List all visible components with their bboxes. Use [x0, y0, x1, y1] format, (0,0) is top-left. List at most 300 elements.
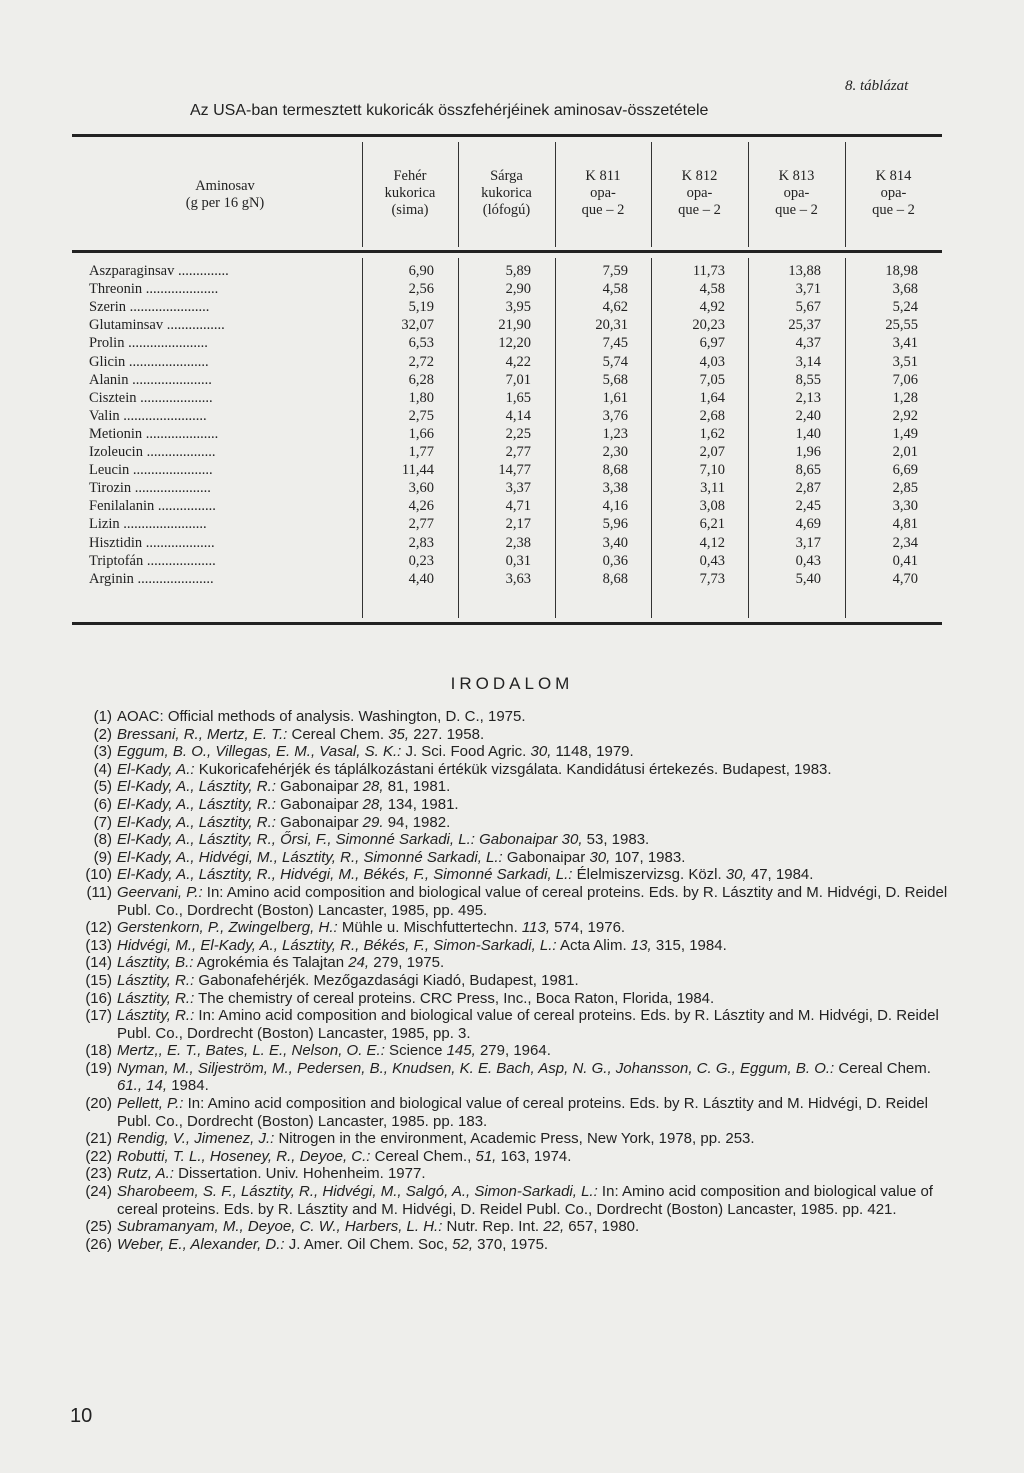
table-cell: 0,23: [408, 552, 434, 569]
header-feher: [362, 168, 458, 219]
table-cell: 4,40: [408, 570, 434, 587]
reference-italic-text: 52,: [452, 1235, 474, 1253]
table-cell: 3,37: [505, 480, 531, 497]
reference-text: 227. 1958.: [409, 725, 485, 743]
table-cell: 4,58: [602, 281, 628, 298]
table-cell: 25,55: [885, 317, 918, 334]
table-row: [0, 335, 1024, 353]
reference-text: 1984.: [167, 1077, 209, 1095]
amino-acid-name: Prolin ......................: [89, 335, 208, 352]
table-cell: 4,71: [505, 498, 531, 515]
reference-number: (16): [85, 989, 112, 1007]
reference-text: 279, 1975.: [369, 954, 445, 972]
reference-text: Nutr. Rep. Int.: [442, 1218, 544, 1236]
table-cell: 7,73: [699, 570, 725, 587]
table-cell: 6,53: [408, 335, 434, 352]
reference-number: (8): [93, 831, 112, 849]
reference-italic-text: 30,: [589, 848, 611, 866]
reference-number: (23): [85, 1165, 112, 1183]
table-cell: 8,68: [602, 570, 628, 587]
header-line: que – 2: [775, 202, 818, 218]
header-line: (g per 16 gN): [185, 195, 265, 211]
header-line: Fehér: [393, 168, 427, 184]
amino-acid-name: Alanin ......................: [89, 371, 212, 388]
reference-number: (17): [85, 1007, 112, 1025]
table-cell: 3,14: [795, 353, 821, 370]
table-cell: 2,90: [505, 281, 531, 298]
table-cell: 0,43: [795, 552, 821, 569]
reference-list: [70, 708, 955, 1253]
reference-text: In: Amino acid composition and biological value of cereal proteins. Eds. by R. Lásztity and M. Hidvégi, D. Reidel Publ. Co., Dordrecht (Boston) Lancaster, 1985, pp. 3.: [117, 1007, 939, 1042]
reference-italic-text: Sharobeem, S. F., Lásztity, R., Hidvégi, M., Salgó, A., Simon-Sarkadi, L.:: [117, 1183, 598, 1201]
amino-acid-name: Aszparaginsav ..............: [89, 263, 229, 279]
table-cell: 7,59: [602, 263, 628, 279]
reference-italic-text: 29.: [362, 813, 384, 831]
reference-text: Kukoricafehérjék és táplálkozástani értékük vizsgálata. Kandidátusi értekezés. Budapest, 1983.: [194, 760, 832, 778]
table-cell: 7,45: [602, 335, 628, 352]
table-cell: 2,68: [699, 407, 725, 424]
reference-text: 47, 1984.: [746, 866, 814, 884]
reference-italic-text: 113,: [521, 919, 551, 937]
reference-item: [70, 831, 955, 849]
table-cell: 2,38: [505, 534, 531, 551]
reference-number: (24): [85, 1183, 112, 1201]
table-cell: 5,24: [892, 299, 918, 316]
reference-number: (7): [93, 813, 112, 831]
table-cell: 6,90: [408, 263, 434, 279]
header-k811: [555, 168, 651, 219]
table-cell: 5,68: [602, 371, 628, 388]
reference-italic-text: Pellett, P.:: [117, 1095, 184, 1113]
table-cell: 0,31: [505, 552, 531, 569]
table-cell: 11,44: [401, 462, 434, 479]
table-cell: 14,77: [498, 462, 531, 479]
table-cell: 11,73: [692, 263, 725, 279]
table-cell: 3,40: [602, 534, 628, 551]
table-cell: 12,20: [498, 335, 531, 352]
table-row: [0, 571, 1024, 589]
reference-italic-text: 13,: [630, 936, 652, 954]
table-cell: 2,75: [408, 407, 434, 424]
table-cell: 7,10: [699, 462, 725, 479]
reference-item: [70, 708, 955, 726]
table-row: [0, 480, 1024, 498]
table-row: [0, 535, 1024, 553]
reference-number: (10): [85, 866, 112, 884]
reference-italic-text: 28,: [362, 778, 384, 796]
table-cell: 6,21: [699, 516, 725, 533]
reference-italic-text: Rutz, A.:: [117, 1165, 174, 1183]
reference-italic-text: 30,: [530, 743, 552, 761]
header-line: que – 2: [872, 202, 915, 218]
reference-text: Agrokémia és Talajtan: [193, 954, 349, 972]
reference-item: [70, 884, 955, 919]
amino-acid-name: Cisztein ....................: [89, 389, 213, 406]
table-cell: 2,40: [795, 407, 821, 424]
header-aminosav: [100, 178, 350, 212]
table-cell: 3,08: [699, 498, 725, 515]
table-row: [0, 498, 1024, 516]
reference-text: Science: [384, 1042, 447, 1060]
header-k814: [845, 168, 942, 219]
reference-text: 1148, 1979.: [551, 743, 634, 761]
reference-item: [70, 919, 955, 937]
header-line: opa-: [590, 185, 616, 201]
header-line: Sárga: [490, 168, 523, 184]
table-cell: 2,25: [505, 425, 531, 442]
amino-acid-name: Threonin ....................: [89, 281, 219, 298]
reference-text: J. Sci. Food Agric.: [401, 743, 531, 761]
table-cell: 8,68: [602, 462, 628, 479]
reference-text: 134, 1981.: [383, 795, 459, 813]
reference-item: [70, 814, 955, 832]
amino-acid-name: Glicin ......................: [89, 353, 209, 370]
reference-text: Mühle u. Mischfuttertechn.: [337, 919, 522, 937]
reference-number: (22): [85, 1147, 112, 1165]
amino-acid-name: Triptofán ...................: [89, 552, 216, 569]
reference-text: 163, 1974.: [496, 1147, 572, 1165]
table-cell: 3,17: [795, 534, 821, 551]
reference-item: [70, 1183, 955, 1218]
reference-number: (11): [86, 883, 112, 901]
table-cell: 4,37: [795, 335, 821, 352]
table-cell: 2,17: [505, 516, 531, 533]
header-line: opa-: [783, 185, 810, 201]
amino-acid-name: Tirozin .....................: [89, 480, 211, 497]
reference-text: Gabonafehérjék. Mezőgazdasági Kiadó, Budapest, 1981.: [194, 971, 579, 989]
reference-item: [70, 1095, 955, 1130]
reference-text: Nitrogen in the environment, Academic Press, New York, 1978, pp. 253.: [274, 1130, 755, 1148]
reference-item: [70, 954, 955, 972]
table-cell: 4,70: [892, 570, 918, 587]
table-row: [0, 553, 1024, 571]
header-bottom-rule: [72, 250, 942, 253]
reference-number: (15): [85, 971, 112, 989]
reference-text: Cereal Chem.: [287, 725, 389, 743]
reference-italic-text: Mertz,, E. T., Bates, L. E., Nelson, O. E.:: [117, 1042, 385, 1060]
table-row: [0, 372, 1024, 390]
table-row: [0, 408, 1024, 426]
table-cell: 25,37: [788, 317, 821, 334]
table-cell: 8,65: [795, 462, 821, 479]
reference-text: 279, 1964.: [475, 1042, 551, 1060]
reference-item: [70, 1236, 955, 1254]
reference-italic-text: Rendig, V., Jimenez, J.:: [117, 1130, 275, 1148]
table-cell: 4,81: [892, 516, 918, 533]
reference-text: AOAC: Official methods of analysis. Washington, D. C., 1975.: [117, 708, 526, 725]
reference-number: (20): [85, 1095, 112, 1113]
table-cell: 3,60: [408, 480, 434, 497]
table-cell: 2,72: [408, 353, 434, 370]
reference-item: [70, 1218, 955, 1236]
table-cell: 1,62: [699, 425, 725, 442]
header-line: K 813: [778, 168, 815, 184]
reference-italic-text: El-Kady, A.:: [117, 760, 195, 778]
table-cell: 5,96: [602, 516, 628, 533]
reference-italic-text: Bressani, R., Mertz, E. T.:: [117, 725, 288, 743]
table-cell: 2,77: [408, 516, 434, 533]
table-cell: 20,23: [692, 317, 725, 334]
reference-italic-text: Eggum, B. O., Villegas, E. M., Vasal, S. K.:: [117, 743, 402, 761]
table-row: [0, 354, 1024, 372]
table-cell: 7,06: [892, 371, 918, 388]
header-line: (sima): [391, 202, 429, 218]
table-cell: 3,38: [602, 480, 628, 497]
reference-item: [70, 743, 955, 761]
table-top-rule: [72, 134, 942, 137]
reference-item: [70, 726, 955, 744]
amino-acid-name: Fenilalanin ................: [89, 498, 216, 515]
reference-italic-text: 28,: [362, 795, 384, 813]
table-cell: 4,12: [699, 534, 725, 551]
header-line: opa-: [880, 185, 907, 201]
table-row: [0, 516, 1024, 534]
table-cell: 2,34: [892, 534, 918, 551]
table-cell: 4,92: [699, 299, 725, 316]
reference-italic-text: Gerstenkorn, P., Zwingelberg, H.:: [117, 919, 338, 937]
table-row: [0, 299, 1024, 317]
reference-italic-text: 61., 14,: [117, 1077, 168, 1095]
table-cell: 3,76: [602, 407, 628, 424]
table-cell: 4,62: [602, 299, 628, 316]
reference-item: [70, 1007, 955, 1042]
table-cell: 1,65: [505, 389, 531, 406]
table-cell: 5,40: [795, 570, 821, 587]
table-cell: 1,96: [795, 444, 821, 460]
reference-text: Gabonaipar: [275, 813, 363, 831]
reference-text: Gabonaipar: [502, 848, 590, 866]
table-cell: 4,69: [795, 516, 821, 533]
table-cell: 8,55: [795, 371, 821, 388]
reference-item: [70, 990, 955, 1008]
reference-text: Gabonaipar: [275, 795, 363, 813]
table-cell: 5,67: [795, 299, 821, 316]
table-cell: 6,69: [892, 462, 918, 479]
header-line: K 814: [875, 168, 912, 184]
reference-item: [70, 1060, 955, 1095]
reference-italic-text: El-Kady, A., Hidvégi, M., Lásztity, R., Simonné Sarkadi, L.:: [117, 848, 503, 866]
reference-italic-text: Lásztity, R.:: [117, 971, 195, 989]
reference-item: [70, 1165, 955, 1183]
amino-acid-name: Lizin .......................: [89, 516, 207, 533]
table-cell: 20,31: [595, 317, 628, 334]
reference-text: 53, 1983.: [582, 831, 650, 849]
header-line: que – 2: [581, 202, 625, 218]
table-cell: 1,49: [892, 425, 918, 442]
reference-item: [70, 866, 955, 884]
header-sarga: [458, 168, 555, 219]
amino-acid-name: Hisztidin ...................: [89, 534, 215, 551]
reference-italic-text: Weber, E., Alexander, D.:: [117, 1235, 285, 1253]
reference-item: [70, 937, 955, 955]
reference-italic-text: Lásztity, B.:: [117, 954, 194, 972]
reference-text: Acta Alim.: [556, 936, 631, 954]
table-cell: 3,11: [700, 480, 725, 497]
table-cell: 1,40: [795, 425, 821, 442]
table-cell: 2,85: [892, 480, 918, 497]
table-title: Az USA-ban termesztett kukoricák összfehérjéinek aminosav-összetétele: [190, 102, 709, 119]
reference-item: [70, 1130, 955, 1148]
table-number: 8. táblázat: [845, 78, 909, 94]
table-cell: 0,41: [892, 552, 918, 569]
reference-text: In: Amino acid composition and biological value of cereal proteins. Eds. by R. Lásztity and M. Hidvégi, D. Reidel Publ. Co., Dordrecht (Boston) Lancaster, 1985. pp. 421.: [117, 1183, 933, 1218]
table-cell: 18,98: [885, 263, 918, 279]
table-row: [0, 426, 1024, 444]
reference-number: (2): [93, 725, 112, 743]
reference-number: (25): [85, 1218, 112, 1236]
reference-italic-text: El-Kady, A., Lásztity, R.:: [117, 795, 276, 813]
header-k813: [748, 168, 845, 219]
table-cell: 7,05: [699, 371, 725, 388]
table-cell: 3,95: [505, 299, 531, 316]
reference-text: 574, 1976.: [550, 919, 626, 937]
table-cell: 5,89: [505, 263, 531, 279]
table-cell: 2,92: [892, 407, 918, 424]
reference-number: (18): [85, 1042, 112, 1060]
table-bottom-rule: [72, 622, 942, 625]
table-cell: 3,30: [892, 498, 918, 515]
reference-italic-text: 22,: [543, 1218, 565, 1236]
reference-italic-text: 145,: [446, 1042, 476, 1060]
reference-text: 657, 1980.: [564, 1218, 640, 1236]
table-cell: 2,13: [795, 389, 821, 406]
header-line: opa-: [686, 185, 713, 201]
reference-italic-text: Lásztity, R.:: [117, 1007, 195, 1025]
reference-number: (26): [85, 1235, 112, 1253]
table-row: [0, 444, 1024, 462]
reference-italic-text: 30,: [725, 866, 747, 884]
reference-italic-text: Lásztity, R.:: [117, 989, 195, 1007]
table-cell: 21,90: [498, 317, 531, 334]
amino-acid-name: Valin .......................: [89, 407, 207, 424]
table-row: [0, 263, 1024, 281]
table-cell: 3,68: [892, 281, 918, 298]
header-k812: [651, 168, 748, 219]
reference-item: [70, 761, 955, 779]
header-line: kukorica: [384, 185, 436, 201]
reference-text: 107, 1983.: [610, 848, 686, 866]
reference-italic-text: 24,: [348, 954, 370, 972]
reference-item: [70, 796, 955, 814]
reference-number: (21): [85, 1130, 112, 1148]
table-cell: 1,80: [408, 389, 434, 406]
header-line: K 811: [585, 168, 621, 184]
table-cell: 5,74: [602, 353, 628, 370]
table-cell: 3,63: [505, 570, 531, 587]
table-cell: 4,22: [505, 353, 531, 370]
table-cell: 1,61: [602, 389, 628, 406]
table-cell: 4,16: [602, 498, 628, 515]
reference-text: Dissertation. Univ. Hohenheim. 1977.: [173, 1165, 426, 1183]
table-cell: 2,77: [505, 444, 531, 460]
section-title: IRODALOM: [450, 674, 574, 693]
table-row: [0, 462, 1024, 480]
table-cell: 4,26: [408, 498, 434, 515]
reference-item: [70, 849, 955, 867]
reference-item: [70, 1148, 955, 1166]
table-cell: 2,83: [408, 534, 434, 551]
reference-item: [70, 972, 955, 990]
table-cell: 1,23: [602, 425, 628, 442]
table-cell: 1,66: [408, 425, 434, 442]
table-cell: 2,45: [795, 498, 821, 515]
reference-text: 370, 1975.: [473, 1235, 549, 1253]
reference-italic-text: El-Kady, A., Lásztity, R.:: [117, 778, 276, 796]
reference-item: [70, 1042, 955, 1060]
reference-text: In: Amino acid composition and biological value of cereal proteins. Eds. by R. Lásztity and M. Hidvégi, D. Reidel Publ. Co., Dordrecht (Boston) Lancaster, 1985, pp. 495.: [117, 883, 948, 919]
page-number: 10: [70, 1405, 93, 1427]
header-line: que – 2: [678, 202, 721, 218]
table-row: [0, 281, 1024, 299]
reference-italic-text: El-Kady, A., Lásztity, R., Őrsi, F., Simonné Sarkadi, L.: Gabonaipar 30,: [117, 831, 583, 849]
table-cell: 2,07: [699, 444, 725, 460]
amino-acid-name: Arginin .....................: [89, 570, 214, 587]
reference-italic-text: El-Kady, A., Lásztity, R.:: [117, 813, 276, 831]
table-cell: 2,87: [795, 480, 821, 497]
reference-italic-text: Subramanyam, M., Deyoe, C. W., Harbers, L. H.:: [117, 1218, 443, 1236]
header-line: (lófogú): [482, 202, 531, 218]
reference-italic-text: Nyman, M., Siljeström, M., Pedersen, B., Knudsen, K. E. Bach, Asp, N. G., Johansson, C. G., Eggum, B. O.:: [117, 1059, 835, 1077]
amino-acid-name: Metionin ....................: [89, 425, 219, 442]
reference-text: 315, 1984.: [651, 936, 727, 954]
reference-number: (12): [85, 919, 112, 937]
table-cell: 2,56: [408, 281, 434, 298]
amino-acid-name: Izoleucin ...................: [89, 444, 216, 460]
table-cell: 2,30: [602, 444, 628, 460]
reference-italic-text: 35,: [388, 725, 410, 743]
header-line: kukorica: [481, 185, 532, 201]
reference-number: (6): [93, 795, 112, 813]
table-cell: 4,03: [699, 353, 725, 370]
reference-italic-text: El-Kady, A., Lásztity, R., Hidvégi, M., Békés, F., Simonné Sarkadi, L.:: [117, 866, 573, 884]
reference-text: Cereal Chem.,: [370, 1147, 476, 1165]
reference-italic-text: Robutti, T. L., Hoseney, R., Deyoe, C.:: [117, 1147, 371, 1165]
header-line: Aminosav: [195, 178, 255, 194]
table-cell: 0,36: [602, 552, 628, 569]
reference-text: Gabonaipar: [275, 778, 363, 796]
table-cell: 3,71: [795, 281, 821, 298]
table-cell: 1,28: [892, 389, 918, 406]
table-cell: 3,51: [892, 353, 918, 370]
table-row: [0, 390, 1024, 408]
table-cell: 3,41: [892, 335, 918, 352]
table-cell: 0,43: [699, 552, 725, 569]
reference-text: 81, 1981.: [383, 778, 451, 796]
reference-text: J. Amer. Oil Chem. Soc,: [284, 1235, 453, 1253]
table-cell: 4,14: [505, 407, 531, 424]
table-cell: 6,28: [408, 371, 434, 388]
reference-italic-text: Hidvégi, M., El-Kady, A., Lásztity, R., Békés, F., Simon-Sarkadi, L.:: [117, 936, 557, 954]
table-cell: 13,88: [788, 263, 821, 279]
amino-acid-name: Glutaminsav ................: [89, 317, 225, 334]
reference-number: (1): [93, 708, 112, 725]
table-cell: 7,01: [505, 371, 531, 388]
reference-text: Cereal Chem.: [834, 1059, 931, 1077]
reference-text: 94, 1982.: [383, 813, 451, 831]
reference-text: In: Amino acid composition and biological value of cereal proteins. Eds. by R. Lásztity and M. Hidvégi, D. Reidel Publ. Co., Dordrecht (Boston) Lancaster, 1985. pp. 183.: [117, 1095, 928, 1130]
table-cell: 1,77: [408, 444, 434, 460]
reference-text: Élelmiszervizsg. Közl.: [572, 866, 726, 884]
amino-acid-name: Szerin ......................: [89, 299, 210, 316]
reference-item: [70, 778, 955, 796]
header-line: K 812: [681, 168, 718, 184]
reference-number: (14): [85, 954, 112, 972]
reference-italic-text: Geervani, P.:: [117, 883, 203, 901]
table-cell: 5,19: [408, 299, 434, 316]
table-cell: 4,58: [699, 281, 725, 298]
reference-number: (3): [93, 743, 112, 761]
reference-number: (4): [93, 760, 112, 778]
